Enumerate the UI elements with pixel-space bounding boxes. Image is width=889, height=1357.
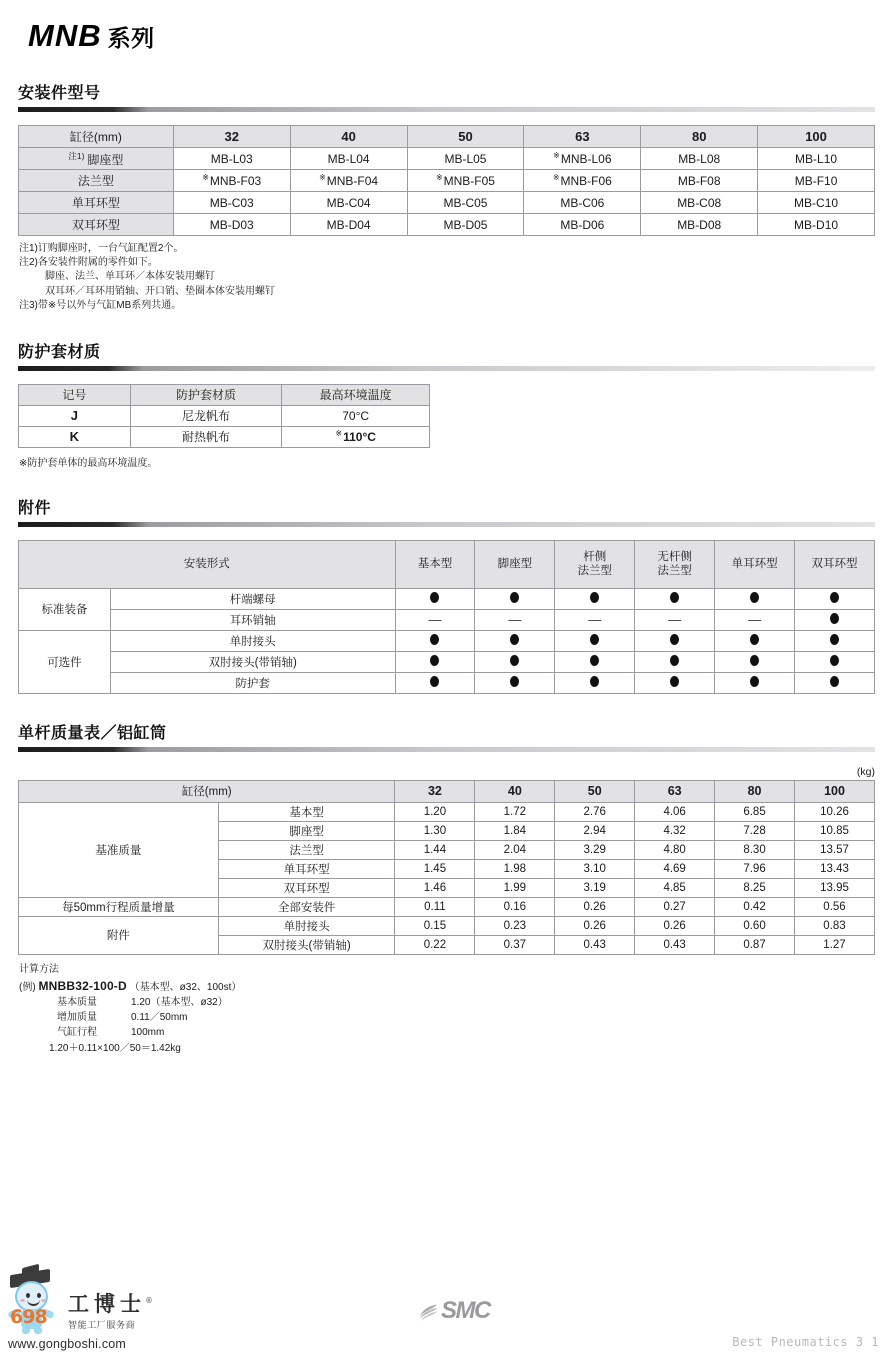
section-header-mounting [16,80,873,112]
smc-logo [418,1297,490,1325]
filled-circle-icon [830,613,839,624]
mounting-notes [19,242,873,313]
cover-header-temp: 最高环境温度 [282,384,430,405]
mass-single-clevis-100: 13.43 [795,859,875,878]
cell-flange-32: ※MNB-F03 [173,170,290,192]
bore-header-32: 32 [173,126,290,148]
table-row [19,170,875,192]
cell-flange-40: ※MNB-F04 [290,170,407,192]
acc-item-rod-end-nut: 杆端螺母 [110,588,395,609]
registered-trademark-icon: ® [146,1296,157,1305]
acc-mark-clevis-pin-rod-flange [555,609,635,630]
mass-bore-header-50: 50 [555,780,635,802]
mass-single-clevis-32: 1.45 [395,859,475,878]
mass-bore-header-40: 40 [475,780,555,802]
cell-flange-80: MB-F08 [641,170,758,192]
cell-foot-63: ※MNB-L06 [524,148,641,170]
dash-icon: — [668,612,682,628]
dash-icon: — [508,612,522,628]
mascot-leg-left-icon [22,1327,30,1334]
table-row [19,148,875,170]
note-line-5: 注3)带※号以外与气缸MB系列共通。 [19,299,182,311]
acc-mark-double-knuckle-double-clevis [795,651,875,672]
acc-mark-cover-head-flange [635,672,715,693]
calc-example-line [19,977,873,995]
acc-mark-clevis-pin-head-flange [635,609,715,630]
mass-double-knuckle-100: 1.27 [795,935,875,954]
acc-col-rod-flange: 杆侧 法兰型 [555,540,635,588]
acc-col-foot: 脚座型 [475,540,555,588]
filled-circle-icon [750,634,759,645]
acc-mark-rod-end-nut-basic [395,588,475,609]
cell-flange-50: ※MNB-F05 [407,170,524,192]
smc-brand-text: SMC [441,1297,490,1324]
calc-label-stroke: 气缸行程 [57,1026,97,1038]
cover-header-symbol: 记号 [19,384,131,405]
mass-group-base: 基准质量 [19,802,219,897]
mass-bore-header-63: 63 [635,780,715,802]
filled-circle-icon [430,634,439,645]
mounting-row-label-single-clevis: 单耳环型 [19,192,174,214]
acc-group-optional: 可选件 [19,630,111,693]
mounting-row-label-flange: 法兰型 [19,170,174,192]
mass-item-all-mountings: 全部安装件 [218,897,395,916]
calc-row-stroke [19,1025,873,1040]
acc-mark-cover-rod-flange [555,672,635,693]
table-row [19,916,875,935]
acc-item-double-knuckle: 双肘接头(带销轴) [110,651,395,672]
cell-foot-100: MB-L10 [758,148,875,170]
mass-item-foot: 脚座型 [218,821,395,840]
mass-unit-label: (kg) [856,765,875,778]
calc-heading: 计算方法 [19,963,59,975]
section-header-cover [16,339,873,371]
mass-foot-40: 1.84 [475,821,555,840]
mass-single-clevis-50: 3.10 [555,859,635,878]
mascot-leg-right-icon [34,1327,42,1334]
mass-single-clevis-40: 1.98 [475,859,555,878]
calc-row-base-mass [19,995,873,1010]
mass-item-basic: 基本型 [218,802,395,821]
calc-label-base-mass: 基本质量 [57,996,97,1008]
mass-foot-63: 4.32 [635,821,715,840]
mass-foot-32: 1.30 [395,821,475,840]
mass-basic-100: 10.26 [795,802,875,821]
mascot-number-label: 698 [10,1306,47,1328]
calc-example-spec: （基本型、ø32、100st） [129,981,242,993]
mass-foot-100: 10.85 [795,821,875,840]
mascot-cheek-left-icon [20,1299,25,1302]
section-mass-table [16,720,873,1056]
mascot-icon [8,1272,64,1334]
asterisk-marker: ※ [202,173,209,182]
cell-double-clevis-80: MB-D08 [641,214,758,236]
table-row [19,588,875,609]
mass-item-flange: 法兰型 [218,840,395,859]
table-row [19,672,875,693]
filled-circle-icon [430,592,439,603]
mounting-row-header-label: 缸径(mm) [19,126,174,148]
cell-single-clevis-40: MB-C04 [290,192,407,214]
table-row [19,214,875,236]
mounting-table-body [19,126,875,236]
acc-col-single-clevis: 单耳环型 [715,540,795,588]
page-title-series: 系列 [107,25,155,51]
cell-foot-40: MB-L04 [290,148,407,170]
acc-mark-single-knuckle-double-clevis [795,630,875,651]
section-title-accessories: 附件 [18,499,52,517]
filled-circle-icon [590,655,599,666]
cell-single-clevis-32: MB-C03 [173,192,290,214]
accessories-table-body [19,540,875,693]
calc-value-stroke: 100mm [131,1026,165,1038]
note-line-2: 注2)各安装件附属的零件如下。 [19,257,158,269]
cell-double-clevis-50: MB-D05 [407,214,524,236]
cover-header-material: 防护套材质 [130,384,282,405]
mass-per50-40: 0.16 [475,897,555,916]
acc-mark-single-knuckle-head-flange [635,630,715,651]
bore-header-80: 80 [641,126,758,148]
mass-bore-header-32: 32 [395,780,475,802]
section-rule-mass [18,747,875,752]
acc-item-clevis-pin: 耳环销轴 [110,609,395,630]
cell-double-clevis-40: MB-D04 [290,214,407,236]
section-cover-material [16,339,873,469]
acc-mark-clevis-pin-single-clevis [715,609,795,630]
table-row [19,651,875,672]
filled-circle-icon [510,634,519,645]
cell-flange-63: ※MNB-F06 [524,170,641,192]
section-title-mass: 单杆质量表／铝缸筒 [18,724,167,742]
mass-single-knuckle-80: 0.60 [715,916,795,935]
acc-mark-cover-basic [395,672,475,693]
acc-mark-clevis-pin-foot [475,609,555,630]
section-header-accessories [16,495,873,527]
acc-mark-single-knuckle-basic [395,630,475,651]
table-row [19,405,430,426]
acc-mark-double-knuckle-basic [395,651,475,672]
cover-material-j: 尼龙帆布 [130,405,282,426]
best-pneumatics-label: Best Pneumatics 3 1 [732,1335,879,1349]
calc-example-prefix: (例) [19,981,36,993]
mass-single-knuckle-50: 0.26 [555,916,635,935]
mass-double-clevis-40: 1.99 [475,878,555,897]
asterisk-marker: ※ [552,173,560,182]
mass-bore-header-100: 100 [795,780,875,802]
mass-basic-50: 2.76 [555,802,635,821]
mass-double-knuckle-50: 0.43 [555,935,635,954]
dash-icon: — [748,612,762,628]
cell-foot-80: MB-L08 [641,148,758,170]
section-rule-cover [18,366,875,371]
acc-mark-rod-end-nut-single-clevis [715,588,795,609]
filled-circle-icon [590,592,599,603]
table-row [19,897,875,916]
mass-basic-40: 1.72 [475,802,555,821]
mass-per50-63: 0.27 [635,897,715,916]
mass-table-body [19,780,875,954]
cell-flange-100: MB-F10 [758,170,875,192]
calculation-method-block [19,962,873,1056]
acc-mark-double-knuckle-head-flange [635,651,715,672]
filled-circle-icon [510,676,519,687]
mass-single-clevis-80: 7.96 [715,859,795,878]
table-row [19,192,875,214]
mass-single-knuckle-40: 0.23 [475,916,555,935]
filled-circle-icon [510,655,519,666]
section-accessories [16,495,873,694]
mass-foot-80: 7.28 [715,821,795,840]
mass-flange-100: 13.57 [795,840,875,859]
note-marker-1: 注1) [68,150,85,161]
mass-single-knuckle-100: 0.83 [795,916,875,935]
cell-double-clevis-63: MB-D06 [524,214,641,236]
mass-double-clevis-80: 8.25 [715,878,795,897]
cell-foot-50: MB-L05 [407,148,524,170]
mass-single-knuckle-63: 0.26 [635,916,715,935]
filled-circle-icon [830,655,839,666]
mounting-row-label-foot [19,148,174,170]
note-line-1: 注1)订购脚座时，一台气缸配置2个。 [19,243,184,254]
mass-double-knuckle-63: 0.43 [635,935,715,954]
mass-group-accessories: 附件 [19,916,219,954]
asterisk-marker: ※ [553,151,560,160]
asterisk-marker: ※ [435,173,443,182]
filled-circle-icon [830,676,839,687]
gongboshi-text-block [64,1294,157,1334]
cover-symbol-k: K [19,426,131,447]
calc-row-added-mass [19,1010,873,1025]
page-title-model: MNB [28,18,102,53]
accessories-table [18,540,875,694]
note-line-4: 双耳环／耳环用销轴、开口销、垫圈本体安装用螺钉 [45,285,275,297]
mass-basic-32: 1.20 [395,802,475,821]
acc-mark-rod-end-nut-head-flange [635,588,715,609]
acc-mark-single-knuckle-single-clevis [715,630,795,651]
mascot-eye-right-icon [37,1293,41,1298]
filled-circle-icon [670,592,679,603]
gongboshi-brand-name: 工博士® [68,1293,157,1316]
table-row [19,802,875,821]
table-row [19,630,875,651]
acc-col-basic: 基本型 [395,540,475,588]
mascot-eye-left-icon [26,1293,30,1298]
section-rule-mounting [18,107,875,112]
mass-per50-80: 0.42 [715,897,795,916]
mass-foot-50: 2.94 [555,821,635,840]
filled-circle-icon [750,592,759,603]
table-header-row [19,384,430,405]
calc-equation: 1.20＋0.11×100／50＝1.42kg [49,1042,181,1054]
mass-flange-63: 4.80 [635,840,715,859]
mass-double-knuckle-80: 0.87 [715,935,795,954]
acc-mark-cover-foot [475,672,555,693]
cover-material-table [18,384,430,448]
mass-single-knuckle-32: 0.15 [395,916,475,935]
page-title [16,0,873,54]
mass-basic-63: 4.06 [635,802,715,821]
mounting-row-label-text: 脚座型 [87,152,124,167]
cover-symbol-j: J [19,405,131,426]
acc-mark-single-knuckle-foot [475,630,555,651]
acc-item-single-knuckle: 单肘接头 [110,630,395,651]
mass-table [18,780,875,955]
mass-per50-100: 0.56 [795,897,875,916]
section-title-mounting: 安装件型号 [18,85,101,102]
cell-foot-32: MB-L03 [173,148,290,170]
acc-mark-rod-end-nut-rod-flange [555,588,635,609]
filled-circle-icon [430,676,439,687]
table-row [19,426,430,447]
filled-circle-icon [590,676,599,687]
acc-item-protective-cover: 防护套 [110,672,395,693]
table-row [19,609,875,630]
mass-flange-50: 3.29 [555,840,635,859]
cover-table-body [19,384,430,447]
cover-temp-j: 70°C [282,405,430,426]
mass-row-header-label: 缸径(mm) [19,780,395,802]
mass-item-double-clevis: 双耳环型 [218,878,395,897]
page-footer [0,1265,889,1357]
section-header-mass [16,720,873,752]
bore-header-40: 40 [290,126,407,148]
calc-label-added-mass: 增加质量 [57,1011,97,1023]
filled-circle-icon [750,655,759,666]
mounting-part-number-table [18,125,875,236]
bore-header-100: 100 [758,126,875,148]
bore-header-63: 63 [524,126,641,148]
acc-mark-double-knuckle-single-clevis [715,651,795,672]
filled-circle-icon [830,634,839,645]
table-header-row [19,780,875,802]
cell-double-clevis-100: MB-D10 [758,214,875,236]
gongboshi-tagline: 智能工厂服务商 [68,1320,136,1330]
mascot-smile-icon [27,1299,40,1306]
gongboshi-logo-row [8,1272,158,1334]
smc-swirl-icon [418,1302,439,1321]
mass-double-clevis-50: 3.19 [555,878,635,897]
note-line-3: 脚座、法兰、单耳环／本体安装用螺钉 [45,271,215,283]
bore-header-50: 50 [407,126,524,148]
cell-single-clevis-80: MB-C08 [641,192,758,214]
mass-double-clevis-100: 13.95 [795,878,875,897]
cell-single-clevis-100: MB-C10 [758,192,875,214]
cover-temp-k: ※110°C [282,426,430,447]
filled-circle-icon [590,634,599,645]
acc-mark-clevis-pin-double-clevis [795,609,875,630]
filled-circle-icon [750,676,759,687]
mass-item-single-clevis: 单耳环型 [218,859,395,878]
calc-value-base-mass: 1.20（基本型、ø32） [131,996,228,1008]
acc-mark-double-knuckle-rod-flange [555,651,635,672]
mass-flange-80: 8.30 [715,840,795,859]
filled-circle-icon [670,634,679,645]
acc-group-standard: 标准装备 [19,588,111,630]
mass-flange-32: 1.44 [395,840,475,859]
acc-col-head-flange: 无杆侧 法兰型 [635,540,715,588]
mass-item-single-knuckle: 单肘接头 [218,916,395,935]
acc-mark-single-knuckle-rod-flange [555,630,635,651]
acc-mark-rod-end-nut-foot [475,588,555,609]
asterisk-marker: ※ [319,173,326,182]
calc-value-added-mass: 0.11／50mm [131,1011,188,1023]
asterisk-marker: ※ [335,429,343,439]
acc-col-double-clevis: 双耳环型 [795,540,875,588]
table-header-row [19,540,875,588]
acc-mark-double-knuckle-foot [475,651,555,672]
mass-single-clevis-63: 4.69 [635,859,715,878]
mass-double-knuckle-32: 0.22 [395,935,475,954]
mounting-row-label-double-clevis: 双耳环型 [19,214,174,236]
mass-double-knuckle-40: 0.37 [475,935,555,954]
cell-double-clevis-32: MB-D03 [173,214,290,236]
gongboshi-url[interactable]: www.gongboshi.com [8,1337,127,1351]
dash-icon: — [428,612,442,628]
mass-flange-40: 2.04 [475,840,555,859]
cover-material-note: ※防护套单体的最高环境温度。 [19,457,158,469]
acc-mark-clevis-pin-basic [395,609,475,630]
table-header-row [19,126,875,148]
mass-group-per-50mm: 每50mm行程质量增量 [19,897,219,916]
section-rule-accessories [18,522,875,527]
mass-double-clevis-32: 1.46 [395,878,475,897]
acc-mark-rod-end-nut-double-clevis [795,588,875,609]
mass-basic-80: 6.85 [715,802,795,821]
acc-mark-cover-single-clevis [715,672,795,693]
section-mounting-part-numbers [16,80,873,313]
filled-circle-icon [670,676,679,687]
mass-bore-header-80: 80 [715,780,795,802]
mascot-cheek-right-icon [41,1299,46,1302]
mass-item-double-knuckle: 双肘接头(带销轴) [218,935,395,954]
filled-circle-icon [670,655,679,666]
mass-per50-50: 0.26 [555,897,635,916]
gongboshi-logo[interactable] [8,1272,158,1351]
filled-circle-icon [430,655,439,666]
mass-per50-32: 0.11 [395,897,475,916]
mass-double-clevis-63: 4.85 [635,878,715,897]
acc-mark-cover-double-clevis [795,672,875,693]
filled-circle-icon [510,592,519,603]
cell-single-clevis-50: MB-C05 [407,192,524,214]
section-title-cover: 防护套材质 [18,343,101,361]
dash-icon: — [588,612,602,628]
calc-example-model: MNBB32-100-D [38,978,127,993]
accessories-main-header: 安装形式 [19,540,396,588]
cover-material-k: 耐热帆布 [130,426,282,447]
cell-single-clevis-63: MB-C06 [524,192,641,214]
filled-circle-icon [830,592,839,603]
